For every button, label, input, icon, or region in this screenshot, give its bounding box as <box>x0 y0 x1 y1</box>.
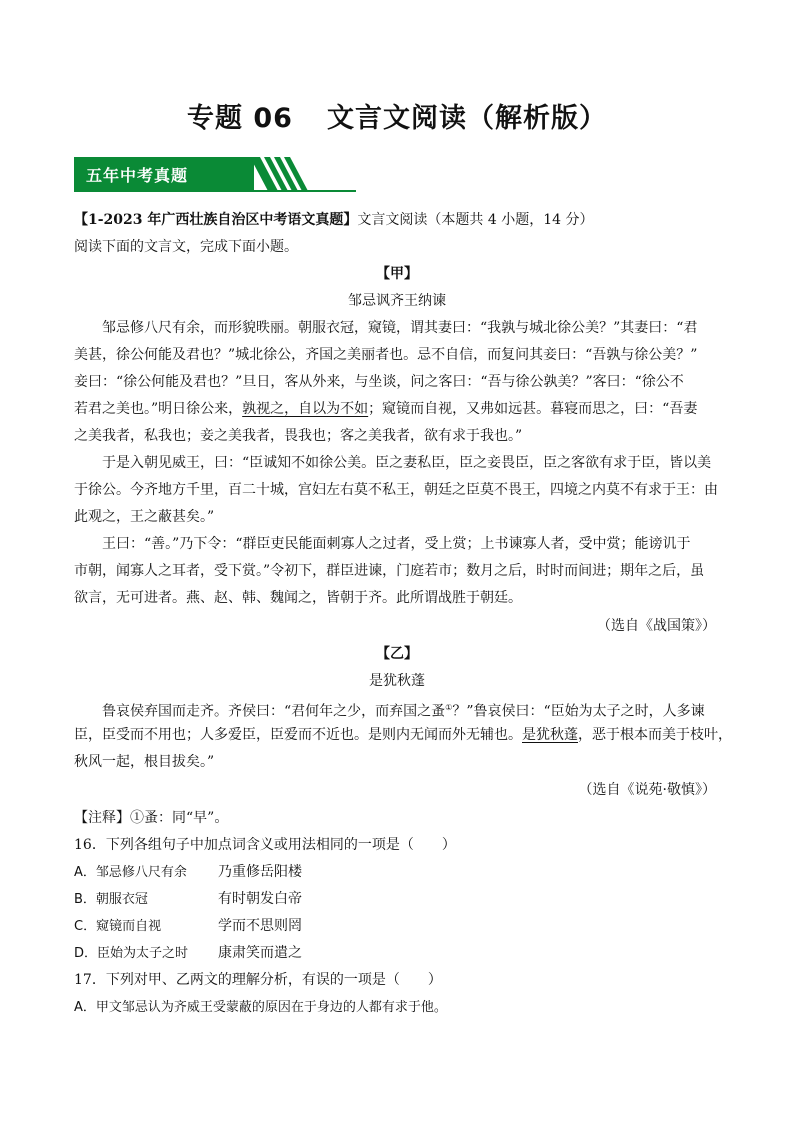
yi-line-part: ？”鲁哀侯曰：“臣始为太子之时，人多谏 <box>452 703 705 720</box>
option-pair: 乃重修岳阳楼 <box>218 864 302 880</box>
jia-line: 之美我者，私我也；妾之美我者，畏我也；客之美我者，欲有求于我也。” <box>74 428 523 444</box>
yi-line <box>102 698 705 722</box>
title-suffix: 文言文阅读（解析版） <box>326 103 607 134</box>
jia-label: 【甲】 <box>376 266 418 282</box>
jia-line: 于是入朝见威王，曰：“臣诚知不如徐公美。臣之妻私臣，臣之妾畏臣，臣之客欲有求于臣，皆以美 <box>102 455 712 471</box>
jia-line: 美甚，徐公何能及君也？”城北徐公，齐国之美丽者也。忌不自信，而复问其妾曰：“吾孰与徐公美？” <box>74 347 698 363</box>
question-16-option <box>74 889 302 910</box>
jia-underlined-phrase: 孰视之，自以为不如 <box>242 401 369 417</box>
note-marker: ① <box>445 703 453 712</box>
option-label: D．臣始为太子之时 <box>74 946 189 961</box>
jia-line: 于徐公。今齐地方千里，百二十城，宫妇左右莫不私王，朝廷之臣莫不畏王，四境之内莫不有求于王：由 <box>74 482 718 498</box>
question-16-option <box>74 943 302 964</box>
jia-line: 市朝，闻寡人之耳者，受下赏。”令初下，群臣进谏，门庭若市；数月之后，时时而间进；期年之后，虽 <box>74 563 705 579</box>
option-pair: 康肃笑而遣之 <box>218 945 302 961</box>
jia-line: 妾曰：“徐公何能及君也？”旦日，客从外来，与坐谈，问之客曰：“吾与徐公孰美？”客曰：“徐公不 <box>74 374 684 390</box>
jia-line: 此观之，王之蔽甚矣。” <box>74 509 215 525</box>
yi-line-part: 鲁哀侯弃国而走齐。齐侯曰：“君何年之少，而弃国之蚤 <box>102 703 446 720</box>
question-source: 【1-2023 年广西壮族自治区中考语文真题】 <box>74 212 358 228</box>
jia-line: 王曰：“善。”乃下令：“群臣吏民能面刺寡人之过者，受上赏；上书谏寡人者，受中赏；能谤讥于 <box>102 536 691 552</box>
yi-title: 是犹秋蓬 <box>369 673 425 689</box>
option-label: B．朝服衣冠 <box>74 892 148 907</box>
question-17-stem: 17．下列对甲、乙两文的理解分析，有误的一项是（ ） <box>74 972 442 988</box>
option-pair: 有时朝发白帝 <box>218 891 302 907</box>
jia-line <box>74 399 697 419</box>
banner-label: 五年中考真题 <box>86 166 189 185</box>
option-label: A．甲文邹忌认为齐威王受蒙蔽的原因在于身边的人都有求于他。 <box>74 1000 447 1015</box>
jia-line: 邹忌修八尺有余，而形貌昳丽。朝服衣冠，窥镜，谓其妻曰：“我孰与城北徐公美？”其妻曰：“君 <box>102 320 698 336</box>
option-label: A．邹忌修八尺有余 <box>74 865 187 880</box>
question-16-option <box>74 862 302 883</box>
yi-line-part: ，恶于根本而美于枝叶， <box>578 727 732 743</box>
option-pair: 学而不思则罔 <box>218 918 302 934</box>
jia-line-part: 若君之美也。”明日徐公来， <box>74 401 243 417</box>
question-16-option <box>74 916 302 937</box>
yi-line-part: 臣，臣受而不用也；人多爱臣，臣爱而不近也。是则内无闻而外无辅也。 <box>74 727 522 743</box>
jia-title: 邹忌讽齐王纳谏 <box>348 293 446 309</box>
question-16-stem: 16．下列各组句子中加点词含义或用法相同的一项是（ ） <box>74 837 456 853</box>
yi-label: 【乙】 <box>376 646 418 662</box>
jia-source: （选自《战国策》） <box>597 618 716 634</box>
banner-stripes-icon <box>250 157 330 191</box>
option-label: C．窥镜而自视 <box>74 919 162 934</box>
title-prefix: 专题 06 <box>187 103 293 134</box>
instruction: 阅读下面的文言文，完成下面小题。 <box>74 239 298 255</box>
jia-line-part: ；窥镜而自视，又弗如远甚。暮寝而思之，曰：“吾妻 <box>368 401 698 417</box>
page-title <box>0 96 794 135</box>
yi-underlined-phrase: 是犹秋蓬 <box>522 727 578 743</box>
yi-source: （选自《说苑·敬慎》） <box>578 782 716 798</box>
yi-line <box>74 725 732 745</box>
question-header <box>74 210 593 230</box>
yi-line: 秋风一起，根目拔矣。” <box>74 754 215 770</box>
section-banner <box>74 157 356 193</box>
question-17-option <box>74 997 447 1018</box>
annotation-note: 【注释】①蚤：同“早”。 <box>74 810 229 826</box>
jia-line: 欲言，无可进者。燕、赵、韩、魏闻之，皆朝于齐。此所谓战胜于朝廷。 <box>74 590 522 606</box>
question-desc: 文言文阅读（本题共 4 小题，14 分） <box>357 212 594 228</box>
